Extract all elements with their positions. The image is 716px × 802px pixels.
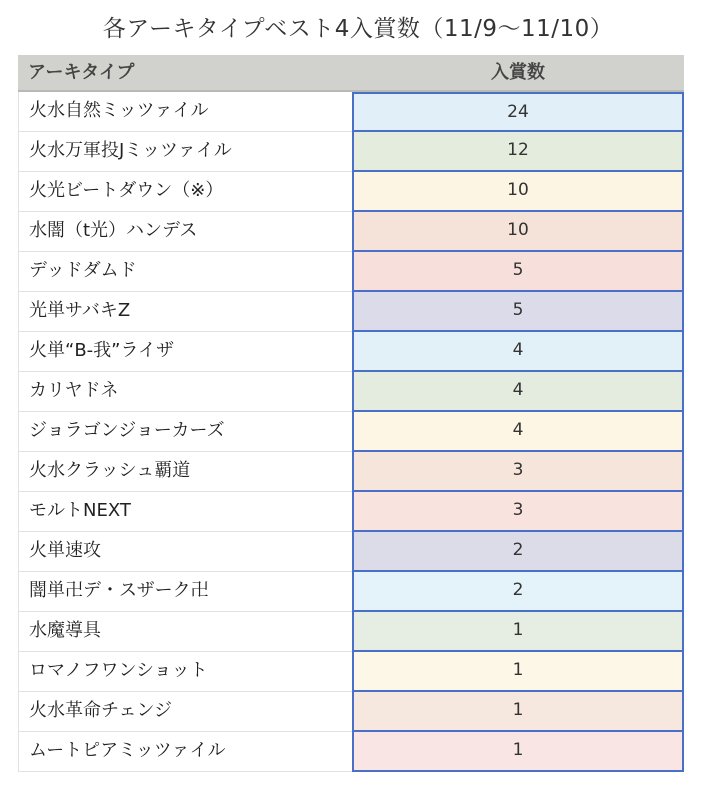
count-cell: 4 bbox=[352, 330, 684, 372]
count-cell: 3 bbox=[352, 450, 684, 492]
archetype-table bbox=[18, 55, 684, 772]
count-cell: 4 bbox=[352, 370, 684, 412]
header-count: 入賞数 bbox=[491, 62, 545, 83]
table-row bbox=[18, 652, 684, 692]
archetype-cell: ロマノフワンショット bbox=[18, 652, 352, 692]
count-cell: 24 bbox=[352, 92, 684, 132]
count-cell: 3 bbox=[352, 490, 684, 532]
table-row bbox=[18, 92, 684, 132]
count-cell: 2 bbox=[352, 530, 684, 572]
count-cell: 10 bbox=[352, 210, 684, 252]
archetype-cell: カリヤドネ bbox=[18, 372, 352, 412]
archetype-cell: 光単サバキZ bbox=[18, 292, 352, 332]
table-row bbox=[18, 612, 684, 652]
header-archetype: アーキタイプ bbox=[28, 62, 135, 83]
table-row bbox=[18, 212, 684, 252]
table-header bbox=[18, 55, 684, 92]
table-row bbox=[18, 332, 684, 372]
table-row bbox=[18, 292, 684, 332]
table-row bbox=[18, 572, 684, 612]
archetype-cell: デッドダムド bbox=[18, 252, 352, 292]
table-row bbox=[18, 492, 684, 532]
table-row bbox=[18, 532, 684, 572]
count-cell: 10 bbox=[352, 170, 684, 212]
count-cell: 1 bbox=[352, 650, 684, 692]
archetype-cell: 火光ビートダウン（※） bbox=[18, 172, 352, 212]
table-row bbox=[18, 732, 684, 772]
archetype-cell: 火水自然ミッツァイル bbox=[18, 92, 352, 132]
table-row bbox=[18, 172, 684, 212]
count-cell: 1 bbox=[352, 730, 684, 772]
archetype-cell: 水魔導具 bbox=[18, 612, 352, 652]
archetype-cell: 火水万軍投Jミッツァイル bbox=[18, 132, 352, 172]
archetype-cell: 火単速攻 bbox=[18, 532, 352, 572]
count-cell: 1 bbox=[352, 610, 684, 652]
count-cell: 12 bbox=[352, 130, 684, 172]
archetype-cell: 火水革命チェンジ bbox=[18, 692, 352, 732]
table-row bbox=[18, 412, 684, 452]
archetype-cell: 火水クラッシュ覇道 bbox=[18, 452, 352, 492]
archetype-cell: 闇単卍デ・スザーク卍 bbox=[18, 572, 352, 612]
count-cell: 4 bbox=[352, 410, 684, 452]
count-cell: 2 bbox=[352, 570, 684, 612]
archetype-cell: モルトNEXT bbox=[18, 492, 352, 532]
table-body bbox=[18, 92, 684, 772]
archetype-cell: 火単“B-我”ライザ bbox=[18, 332, 352, 372]
count-cell: 1 bbox=[352, 690, 684, 732]
page-title: 各アーキタイプベスト4入賞数（11/9〜11/10） bbox=[102, 16, 614, 42]
table-row bbox=[18, 372, 684, 412]
archetype-cell: 水闇（t光）ハンデス bbox=[18, 212, 352, 252]
table-row bbox=[18, 452, 684, 492]
count-cell: 5 bbox=[352, 290, 684, 332]
table-row bbox=[18, 252, 684, 292]
table-row bbox=[18, 132, 684, 172]
archetype-cell: ムートピアミッツァイル bbox=[18, 732, 352, 772]
count-cell: 5 bbox=[352, 250, 684, 292]
archetype-cell: ジョラゴンジョーカーズ bbox=[18, 412, 352, 452]
table-row bbox=[18, 692, 684, 732]
